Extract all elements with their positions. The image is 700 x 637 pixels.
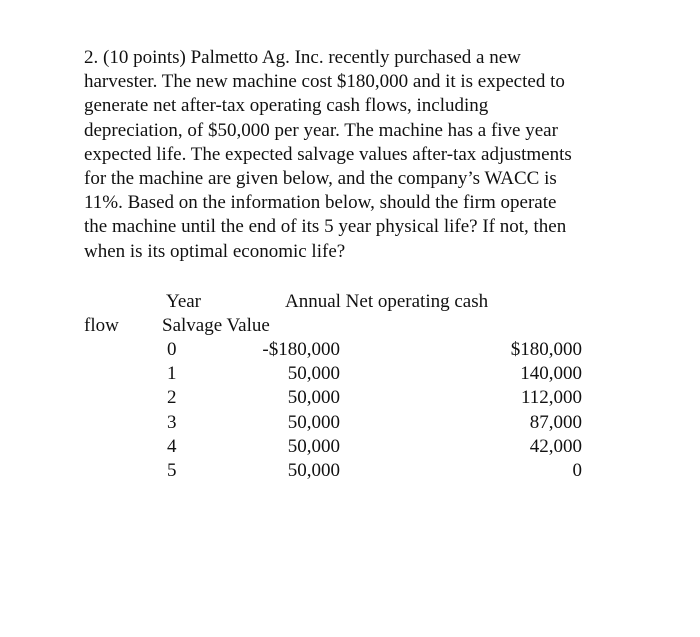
question-line: depreciation, of $50,000 per year. The machine has a five year <box>84 119 558 141</box>
question-line: the machine until the end of its 5 year physical life? If not, then <box>84 216 567 238</box>
question-line: when is its optimal economic life? <box>84 240 346 262</box>
salvage-cell: 112,000 <box>520 387 582 409</box>
year-cell: 5 <box>167 460 177 482</box>
question-text <box>84 46 684 264</box>
year-cell: 2 <box>167 387 177 409</box>
table-header-year: Year <box>166 291 202 312</box>
cash-flow-column <box>240 338 340 483</box>
year-cell: 0 <box>167 339 177 360</box>
salvage-cell: 140,000 <box>520 363 582 385</box>
year-cell: 4 <box>167 435 177 457</box>
question-line: harvester. The new machine cost $180,000 and it is expected to <box>84 71 565 93</box>
question-line: for the machine are given below, and the company’s WACC is <box>84 168 557 190</box>
table-header-salvage: Salvage Value <box>162 315 270 336</box>
question-line: expected life. The expected salvage values after-tax adjustments <box>84 143 572 165</box>
cash-flow-cell: 50,000 <box>287 411 340 433</box>
salvage-cell: 42,000 <box>529 435 582 457</box>
year-cell: 1 <box>167 363 177 385</box>
cash-flow-cell: 50,000 <box>287 363 340 385</box>
salvage-cell: 0 <box>572 460 582 482</box>
cash-flow-cell: -$180,000 <box>262 339 340 360</box>
year-cell: 3 <box>167 411 177 433</box>
question-line: 2. (10 points) Palmetto Ag. Inc. recently purchased a new <box>84 47 521 68</box>
year-column <box>167 338 187 483</box>
salvage-cell: 87,000 <box>529 411 582 433</box>
table-header-annual-cash: Annual Net operating cash <box>285 291 489 312</box>
cash-flow-cell: 50,000 <box>287 435 340 457</box>
question-line: 11%. Based on the information below, should the firm operate <box>84 192 557 214</box>
table-header-flow: flow <box>84 315 119 336</box>
cash-flow-cell: 50,000 <box>287 460 340 482</box>
question-line: generate net after-tax operating cash flows, including <box>84 95 489 117</box>
salvage-column <box>480 338 582 483</box>
salvage-cell: $180,000 <box>510 339 582 360</box>
cash-flow-cell: 50,000 <box>287 387 340 409</box>
